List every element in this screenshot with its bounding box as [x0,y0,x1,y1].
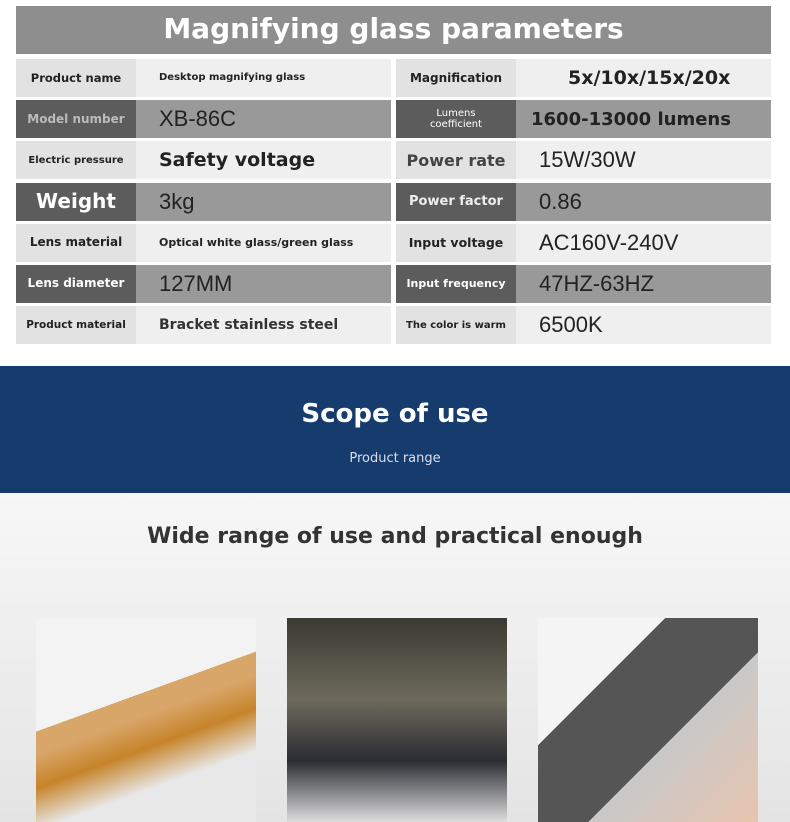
scope-subtitle: Product range [349,451,441,466]
page-title: Magnifying glass parameters [16,6,771,54]
param-value: 15W/30W [516,141,771,179]
table-row [16,183,391,221]
param-value: 3kg [136,183,391,221]
param-value: Desktop magnifying glass [136,59,391,97]
table-row [396,59,771,97]
param-label: Model number [16,100,136,138]
param-label: Product material [16,306,136,344]
table-row [396,265,771,303]
table-row [16,100,391,138]
param-label: Product name [16,59,136,97]
param-value: 47HZ-63HZ [516,265,771,303]
right-params-table [396,59,771,347]
param-value: 5x/10x/15x/20x [516,59,771,97]
table-row [396,306,771,344]
param-label: Lens material [16,224,136,262]
param-label: Lens diameter [16,265,136,303]
table-row [396,183,771,221]
param-value: Safety voltage [136,141,391,179]
table-row [16,306,391,344]
phone-repair-photo [538,618,758,822]
param-label: The color is warm [396,306,516,344]
param-value: 6500K [516,306,771,344]
param-label: Electric pressure [16,141,136,179]
workshop-photo [287,618,507,822]
table-row [16,224,391,262]
usage-section [0,493,790,822]
param-value: 0.86 [516,183,771,221]
usage-heading: Wide range of use and practical enough [147,524,643,549]
param-value: AC160V-240V [516,224,771,262]
param-value: 1600-13000 lumens [516,100,771,138]
param-value: Optical white glass/green glass [136,224,391,262]
param-value: XB-86C [136,100,391,138]
param-label: Lumens coefficient [396,100,516,138]
param-label: Input voltage [396,224,516,262]
table-row [16,141,391,179]
param-label: Magnification [396,59,516,97]
left-params-table [16,59,391,347]
table-row [396,141,771,179]
scope-banner [0,366,790,493]
elderly-reading-photo [36,618,256,822]
param-value: 127MM [136,265,391,303]
table-row [16,59,391,97]
param-label: Weight [16,183,136,221]
param-label: Power rate [396,141,516,179]
param-label: Input frequency [396,265,516,303]
table-row [396,224,771,262]
scope-title: Scope of use [301,399,489,429]
table-row [396,100,771,138]
param-label: Power factor [396,183,516,221]
param-value: Bracket stainless steel [136,306,391,344]
table-row [16,265,391,303]
